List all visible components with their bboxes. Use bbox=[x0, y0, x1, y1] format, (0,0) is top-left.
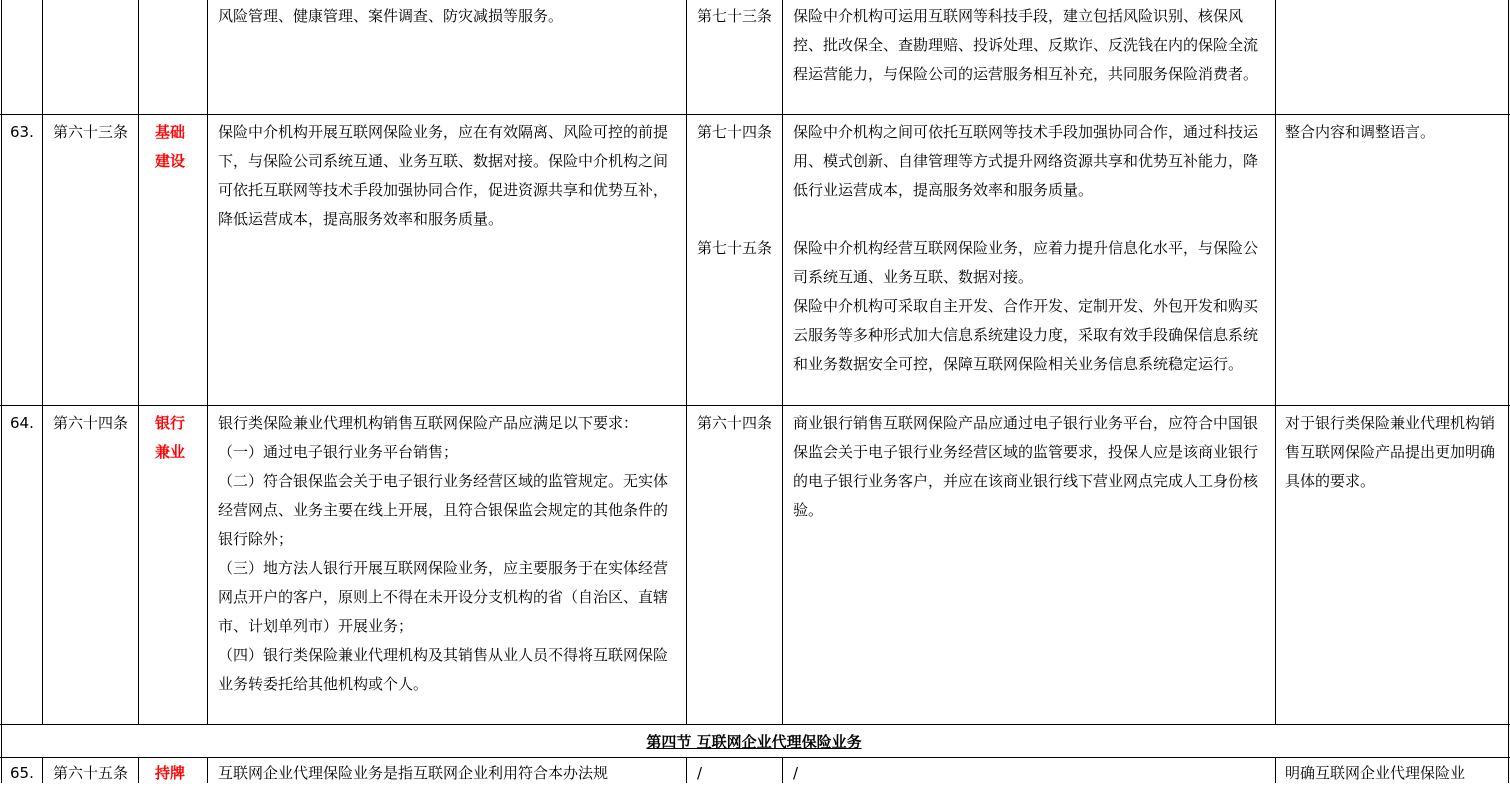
old-text-para: （四）银行类保险兼业代理机构及其销售从业人员不得将互联网保险业务转委托给其他机构或个人。 bbox=[218, 646, 669, 693]
revision-note: 整合内容和调整语言。 bbox=[1285, 123, 1436, 141]
col-border bbox=[782, 0, 783, 724]
section-title: 第四节 互联网企业代理保险业务 bbox=[646, 733, 862, 751]
new-text bbox=[793, 2, 1269, 89]
col-border bbox=[686, 0, 687, 724]
row-border bbox=[0, 724, 1510, 725]
col-border bbox=[1508, 0, 1509, 783]
col-border bbox=[1275, 757, 1276, 783]
category-tag: 基础建设 bbox=[155, 123, 186, 170]
new-text-para: 保险中介机构可采取自主开发、合作开发、定制开发、外包开发和购买云服务等多种形式加大信息系统建设力度，采取有效手段确保信息系统和业务数据安全可控，保障互联网保险相关业务信息系统稳定运行。 bbox=[793, 297, 1259, 373]
new-text-para: 保险中介机构之间可依托互联网等技术手段加强协同合作，通过科技运用、模式创新、自律管理等方式提升网络资源共享和优势互补能力，降低行业运营成本，提高服务效率和服务质量。 bbox=[793, 123, 1259, 199]
col-border bbox=[782, 757, 783, 783]
old-article-number: 第六十五条 bbox=[53, 764, 129, 782]
new-text-para: 商业银行销售互联网保险产品应通过电子银行业务平台，应符合中国银保监会关于电子银行业务经营区域的监管要求，投保人应是该商业银行的电子银行业务客户，并应在该商业银行线下营业网点完成人工身份核验。 bbox=[793, 414, 1259, 519]
row-number: 65. bbox=[10, 764, 34, 782]
new-text bbox=[793, 759, 1269, 788]
new-text bbox=[793, 118, 1269, 205]
row-border bbox=[0, 757, 1510, 758]
col-border bbox=[138, 757, 139, 783]
new-article-number: 第七十五条 bbox=[697, 239, 773, 257]
old-text bbox=[218, 409, 682, 699]
revision-note: 对于银行类保险兼业代理机构销售互联网保险产品提出更加明确具体的要求。 bbox=[1285, 414, 1496, 490]
new-text-para: 保险中介机构可运用互联网等科技手段，建立包括风险识别、核保风控、批改保全、查勘理赔、投诉处理、反欺诈、反洗钱在内的保险全流程运营能力，与保险公司的运营服务相互补充，共同服务保险消费者。 bbox=[793, 7, 1259, 83]
col-border bbox=[686, 757, 687, 783]
row-border bbox=[0, 114, 1510, 115]
new-text-para: / bbox=[793, 764, 799, 782]
col-border bbox=[207, 757, 208, 783]
new-article-number: 第七十四条 bbox=[697, 123, 773, 141]
old-text-para: （二）符合银保监会关于电子银行业务经营区域的监管规定。无实体经营网点、业务主要在线上开展，且符合银保监会规定的其他条件的银行除外； bbox=[218, 472, 669, 548]
new-article-number: 第七十三条 bbox=[697, 7, 773, 25]
old-text bbox=[218, 2, 682, 31]
new-text bbox=[793, 409, 1269, 525]
row-number: 63. bbox=[10, 123, 34, 141]
old-text-para: （一）通过电子银行业务平台销售； bbox=[218, 443, 459, 461]
old-text-para: 互联网企业代理保险业务是指互联网企业利用符合本办法规 bbox=[218, 764, 609, 782]
col-border bbox=[42, 0, 43, 724]
category-tag: 银行兼业 bbox=[155, 414, 186, 461]
col-border bbox=[1275, 0, 1276, 724]
new-text-para: 保险中介机构经营互联网保险业务，应着力提升信息化水平，与保险公司系统互通、业务互联、数据对接。 bbox=[793, 239, 1259, 286]
old-text bbox=[218, 118, 682, 234]
old-text bbox=[218, 759, 682, 788]
col-border bbox=[207, 0, 208, 724]
row-number: 64. bbox=[10, 414, 34, 432]
col-border bbox=[138, 0, 139, 724]
row-border bbox=[0, 405, 1510, 406]
new-article-number: 第六十四条 bbox=[697, 414, 773, 432]
new-article-number: / bbox=[697, 764, 703, 782]
category-tag: 持牌 bbox=[155, 764, 186, 782]
new-text bbox=[793, 234, 1269, 379]
col-border bbox=[1, 0, 2, 783]
old-text-para: 风险管理、健康管理、案件调查、防灾减损等服务。 bbox=[218, 7, 564, 25]
old-article-number: 第六十四条 bbox=[53, 414, 129, 432]
old-text-para: 银行类保险兼业代理机构销售互联网保险产品应满足以下要求： bbox=[218, 414, 639, 432]
old-article-number: 第六十三条 bbox=[53, 123, 129, 141]
revision-note: 明确互联网企业代理保险业 bbox=[1285, 764, 1466, 782]
col-border bbox=[42, 757, 43, 783]
old-text-para: 保险中介机构开展互联网保险业务，应在有效隔离、风险可控的前提下，与保险公司系统互通、业务互联、数据对接。保险中介机构之间可依托互联网等技术手段加强协同合作，促进资源共享和优势互补，降低运营成本，提高服务效率和服务质量。 bbox=[218, 123, 669, 228]
old-text-para: （三）地方法人银行开展互联网保险业务，应主要服务于在实体经营网点开户的客户，原则上不得在未开设分支机构的省（自治区、直辖市、计划单列市）开展业务； bbox=[218, 559, 669, 635]
